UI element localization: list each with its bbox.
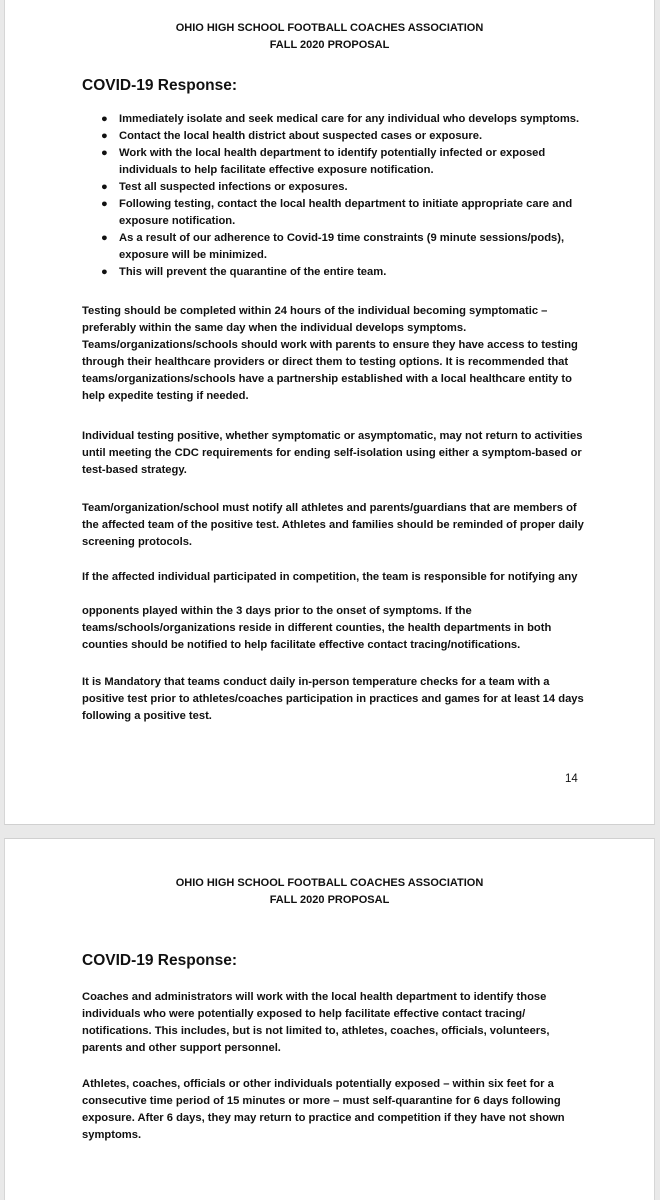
bullet-item (82, 111, 602, 128)
bullet-text: Contact the local health district about suspected cases or exposure. (119, 130, 483, 142)
bullet-item (82, 179, 602, 196)
bullet-dot-icon: ● (101, 113, 108, 125)
bullet-dot-icon: ● (101, 147, 108, 159)
bullet-list (82, 111, 602, 281)
document-page-14 (4, 0, 655, 825)
section-title: COVID-19 Response: (82, 952, 238, 969)
paragraph-opponents: opponents played within the 3 days prior to the onset of symptoms. If the teams/schools/organizations reside in different counties, the health departments in both counties should be notified to help facilitate effective contact tracing/notifications. (82, 605, 552, 651)
paragraph-self-quarantine: Athletes, coaches, officials or other individuals potentially exposed – within six feet for a consecutive time period of 15 minutes or more – must self-quarantine for 6 days following exposure. After 6 days, they may return to practice and competition if they have not shown symptoms. (82, 1078, 565, 1141)
bullet-dot-icon: ● (101, 198, 108, 210)
paragraph-competition-notify: If the affected individual participated in competition, the team is responsible for notifying any (82, 571, 578, 583)
header-organization: OHIO HIGH SCHOOL FOOTBALL COACHES ASSOCIATION (175, 877, 484, 889)
bullet-item (82, 145, 602, 179)
bullet-text: Work with the local health department to identify potentially infected or exposed individuals to help facilitate effective exposure notification. (119, 147, 546, 176)
bullet-item (82, 230, 602, 264)
paragraph-testing-timeline: Testing should be completed within 24 hours of the individual becoming symptomatic – preferably within the same day when the individual develops symptoms. Teams/organizations/schools should work with parents to ensure they have access to testing through their healthcare providers or direct them to testing options. It is recommended that teams/organizations/schools have a partnership established with a local healthcare entity to help expedite testing if needed. (82, 305, 578, 402)
bullet-item (82, 264, 602, 281)
paragraph-return-to-activity: Individual testing positive, whether symptomatic or asymptomatic, may not return to activities until meeting the CDC requirements for ending self-isolation using either a symptom-based or test-based strategy. (82, 430, 583, 476)
page-number: 14 (565, 773, 578, 785)
header-proposal: FALL 2020 PROPOSAL (269, 39, 390, 51)
bullet-dot-icon: ● (101, 266, 108, 278)
bullet-text: As a result of our adherence to Covid-19 time constraints (9 minute sessions/pods), exposure will be minimized. (119, 232, 565, 261)
bullet-text: This will prevent the quarantine of the entire team. (119, 266, 387, 278)
bullet-text: Test all suspected infections or exposures. (119, 181, 348, 193)
bullet-text: Following testing, contact the local health department to initiate appropriate care and exposure notification. (119, 198, 573, 227)
bullet-item (82, 196, 602, 230)
bullet-dot-icon: ● (101, 232, 108, 244)
paragraph-contact-tracing: Coaches and administrators will work with the local health department to identify those individuals who were potentially exposed to help facilitate effective contact tracing/ notifications. This includes, but is not limited to, athletes, coaches, officials, volunteers, parents and other support personnel. (82, 991, 550, 1054)
document-page-15 (4, 838, 655, 1200)
header-proposal: FALL 2020 PROPOSAL (269, 894, 390, 906)
paragraph-notify-athletes: Team/organization/school must notify all athletes and parents/guardians that are members of the affected team of the positive test. Athletes and families should be reminded of proper daily screening protocols. (82, 502, 584, 548)
bullet-text: Immediately isolate and seek medical care for any individual who develops symptoms. (119, 113, 580, 125)
bullet-item (82, 128, 602, 145)
bullet-dot-icon: ● (101, 181, 108, 193)
header-organization: OHIO HIGH SCHOOL FOOTBALL COACHES ASSOCIATION (175, 22, 484, 34)
section-title: COVID-19 Response: (82, 77, 238, 94)
paragraph-temperature-checks: It is Mandatory that teams conduct daily in-person temperature checks for a team with a positive test prior to athletes/coaches participation in practices and games for at least 14 days following a positive test. (82, 676, 584, 722)
bullet-dot-icon: ● (101, 130, 108, 142)
